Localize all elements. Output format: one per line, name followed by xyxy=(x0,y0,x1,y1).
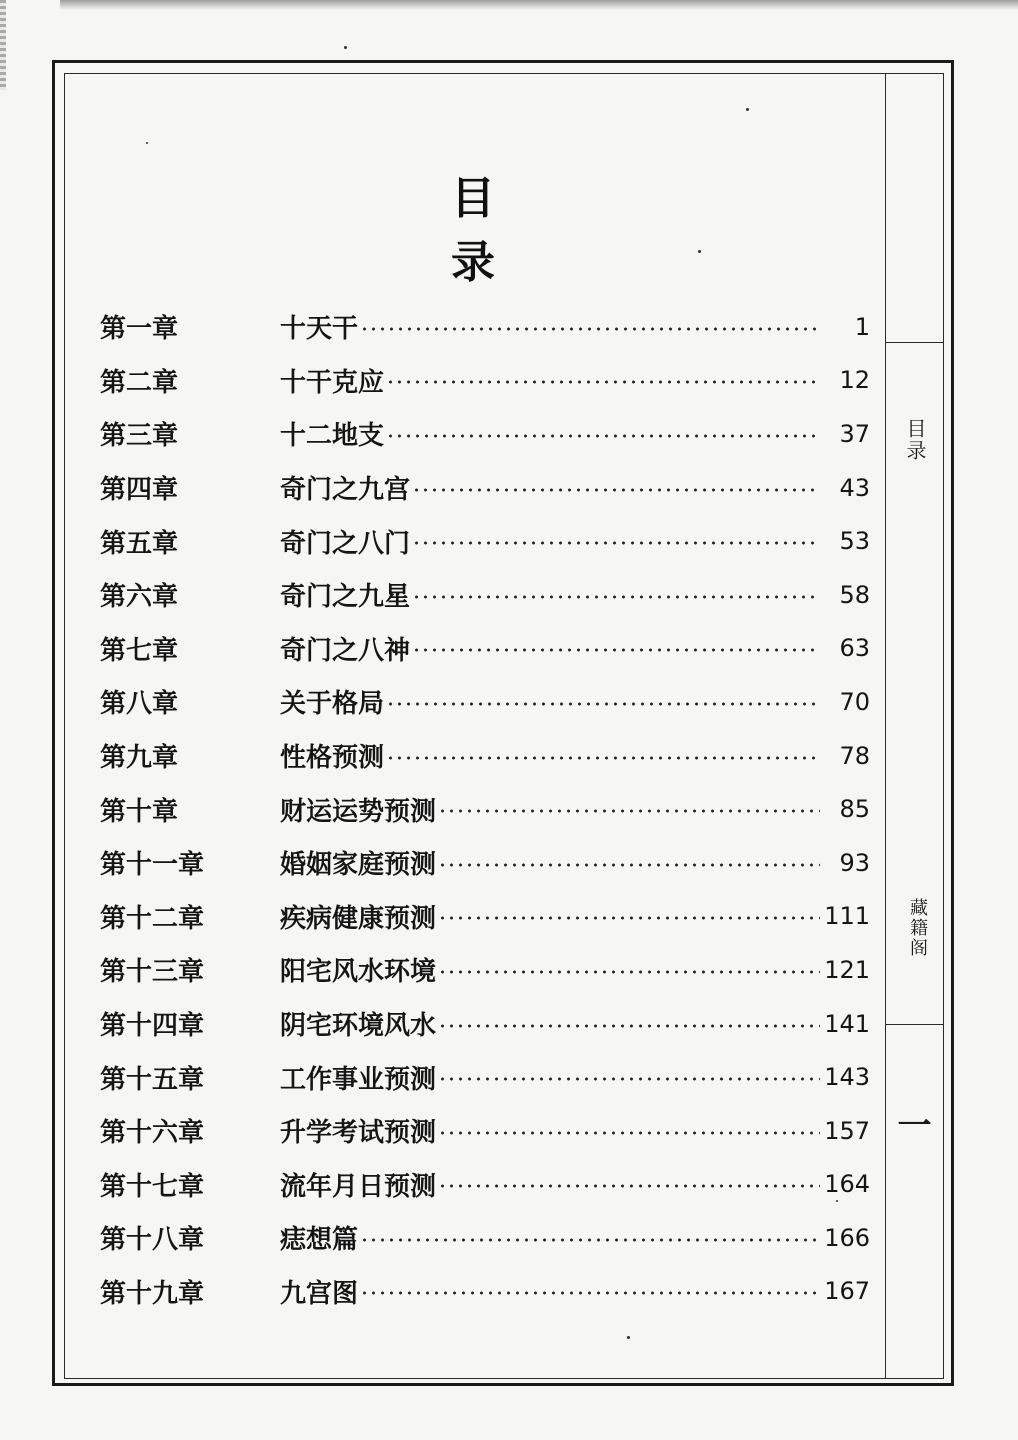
toc-entry xyxy=(100,1265,870,1319)
toc-entry xyxy=(100,782,870,836)
toc-page-number: 166 xyxy=(824,1223,870,1252)
side-divider-bottom xyxy=(885,1024,944,1025)
scan-speck xyxy=(146,142,148,144)
scan-speck xyxy=(344,46,347,49)
toc-page-number: 37 xyxy=(839,419,870,448)
dot-leader xyxy=(360,1238,820,1242)
toc-chapter-number: 第九章 xyxy=(100,743,179,774)
side-label-contents: 目录 xyxy=(903,418,927,462)
toc-page-number: 141 xyxy=(824,1009,870,1038)
toc-page-number: 43 xyxy=(839,473,870,502)
toc-entry xyxy=(100,514,870,568)
toc-chapter-title: 工作事业预测 xyxy=(280,1064,437,1095)
toc-chapter-number: 第四章 xyxy=(100,475,179,506)
toc-page-number: 164 xyxy=(824,1170,870,1199)
toc-chapter-title: 奇门之八门 xyxy=(280,528,411,559)
side-label-publisher: 藏籍阁 xyxy=(907,898,928,958)
toc-chapter-number: 第十三章 xyxy=(100,957,205,988)
toc-chapter-title: 财运运势预测 xyxy=(280,796,437,827)
toc-chapter-number: 第十一章 xyxy=(100,850,205,881)
dot-leader xyxy=(412,648,820,652)
toc-chapter-number: 第十七章 xyxy=(100,1171,205,1202)
dot-leader xyxy=(360,1291,820,1295)
toc-chapter-title: 婚姻家庭预测 xyxy=(280,850,437,881)
toc-chapter-title: 十天干 xyxy=(280,314,359,345)
toc-entry xyxy=(100,997,870,1051)
toc-page-number: 157 xyxy=(824,1116,870,1145)
toc-page-number: 58 xyxy=(839,580,870,609)
toc-page-number: 1 xyxy=(854,312,870,341)
dot-leader xyxy=(386,702,820,706)
dot-leader xyxy=(412,488,820,492)
toc-entry xyxy=(100,890,870,944)
scan-speck xyxy=(746,108,749,111)
side-column-divider xyxy=(885,73,886,1379)
side-page-number: 一 xyxy=(897,1106,932,1146)
toc-page-number: 70 xyxy=(839,687,870,716)
toc-chapter-title: 升学考试预测 xyxy=(280,1118,437,1149)
toc-entry xyxy=(100,1050,870,1104)
toc-page-number: 12 xyxy=(839,366,870,395)
dot-leader xyxy=(438,809,820,813)
toc-chapter-number: 第十九章 xyxy=(100,1278,205,1309)
toc-chapter-number: 第一章 xyxy=(100,314,179,345)
toc-page-number: 111 xyxy=(824,902,870,931)
dot-leader xyxy=(438,1184,820,1188)
toc-chapter-title: 十干克应 xyxy=(280,367,385,398)
toc-chapter-title: 奇门之九宫 xyxy=(280,475,411,506)
toc-page-number: 78 xyxy=(839,741,870,770)
toc-chapter-number: 第二章 xyxy=(100,367,179,398)
toc-chapter-number: 第十四章 xyxy=(100,1011,205,1042)
toc-entry xyxy=(100,1211,870,1265)
toc-entry xyxy=(100,568,870,622)
toc-chapter-title: 性格预测 xyxy=(280,743,385,774)
side-divider-top xyxy=(885,342,944,343)
toc-entry xyxy=(100,622,870,676)
toc-chapter-title: 疾病健康预测 xyxy=(280,903,437,934)
toc-chapter-number: 第十六章 xyxy=(100,1118,205,1149)
toc-entry xyxy=(100,836,870,890)
toc-entry xyxy=(100,300,870,354)
toc-chapter-number: 第十五章 xyxy=(100,1064,205,1095)
dot-leader xyxy=(386,756,820,760)
scan-speck xyxy=(836,1200,838,1202)
dot-leader xyxy=(438,1024,820,1028)
toc-entry xyxy=(100,461,870,515)
toc-chapter-number: 第七章 xyxy=(100,635,179,666)
dot-leader xyxy=(438,1077,820,1081)
toc-chapter-title: 阳宅风水环境 xyxy=(280,957,437,988)
dot-leader xyxy=(412,541,820,545)
scan-speck xyxy=(627,1336,630,1339)
toc-page-number: 93 xyxy=(839,848,870,877)
toc-entry xyxy=(100,354,870,408)
toc-page-number: 85 xyxy=(839,795,870,824)
dot-leader xyxy=(438,1131,820,1135)
dot-leader xyxy=(438,863,820,867)
table-of-contents xyxy=(100,300,870,1318)
toc-page-number: 143 xyxy=(824,1063,870,1092)
toc-entry xyxy=(100,729,870,783)
scan-speck xyxy=(698,250,701,253)
toc-chapter-number: 第六章 xyxy=(100,582,179,613)
toc-chapter-number: 第十二章 xyxy=(100,903,205,934)
toc-chapter-title: 九宫图 xyxy=(280,1278,359,1309)
page-title: 目 录 xyxy=(451,173,529,288)
toc-chapter-number: 第十章 xyxy=(100,796,179,827)
dot-leader xyxy=(386,380,820,384)
toc-chapter-title: 奇门之八神 xyxy=(280,635,411,666)
toc-page-number: 121 xyxy=(824,955,870,984)
dot-leader xyxy=(412,595,820,599)
toc-chapter-title: 关于格局 xyxy=(280,689,385,720)
toc-entry xyxy=(100,1158,870,1212)
toc-page-number: 63 xyxy=(839,634,870,663)
toc-chapter-title: 流年月日预测 xyxy=(280,1171,437,1202)
toc-chapter-title: 痣想篇 xyxy=(280,1225,359,1256)
toc-entry xyxy=(100,1104,870,1158)
toc-chapter-number: 第十八章 xyxy=(100,1225,205,1256)
dot-leader xyxy=(438,916,820,920)
toc-page-number: 53 xyxy=(839,527,870,556)
toc-chapter-title: 阴宅环境风水 xyxy=(280,1011,437,1042)
dot-leader xyxy=(438,970,820,974)
toc-entry xyxy=(100,675,870,729)
toc-chapter-number: 第八章 xyxy=(100,689,179,720)
toc-entry xyxy=(100,407,870,461)
toc-chapter-title: 十二地支 xyxy=(280,421,385,452)
dot-leader xyxy=(386,434,820,438)
toc-page-number: 167 xyxy=(824,1277,870,1306)
toc-chapter-title: 奇门之九星 xyxy=(280,582,411,613)
binding-edge xyxy=(0,0,6,90)
toc-chapter-number: 第三章 xyxy=(100,421,179,452)
toc-chapter-number: 第五章 xyxy=(100,528,179,559)
toc-entry xyxy=(100,943,870,997)
dot-leader xyxy=(360,327,820,331)
scan-shadow xyxy=(60,0,1018,10)
